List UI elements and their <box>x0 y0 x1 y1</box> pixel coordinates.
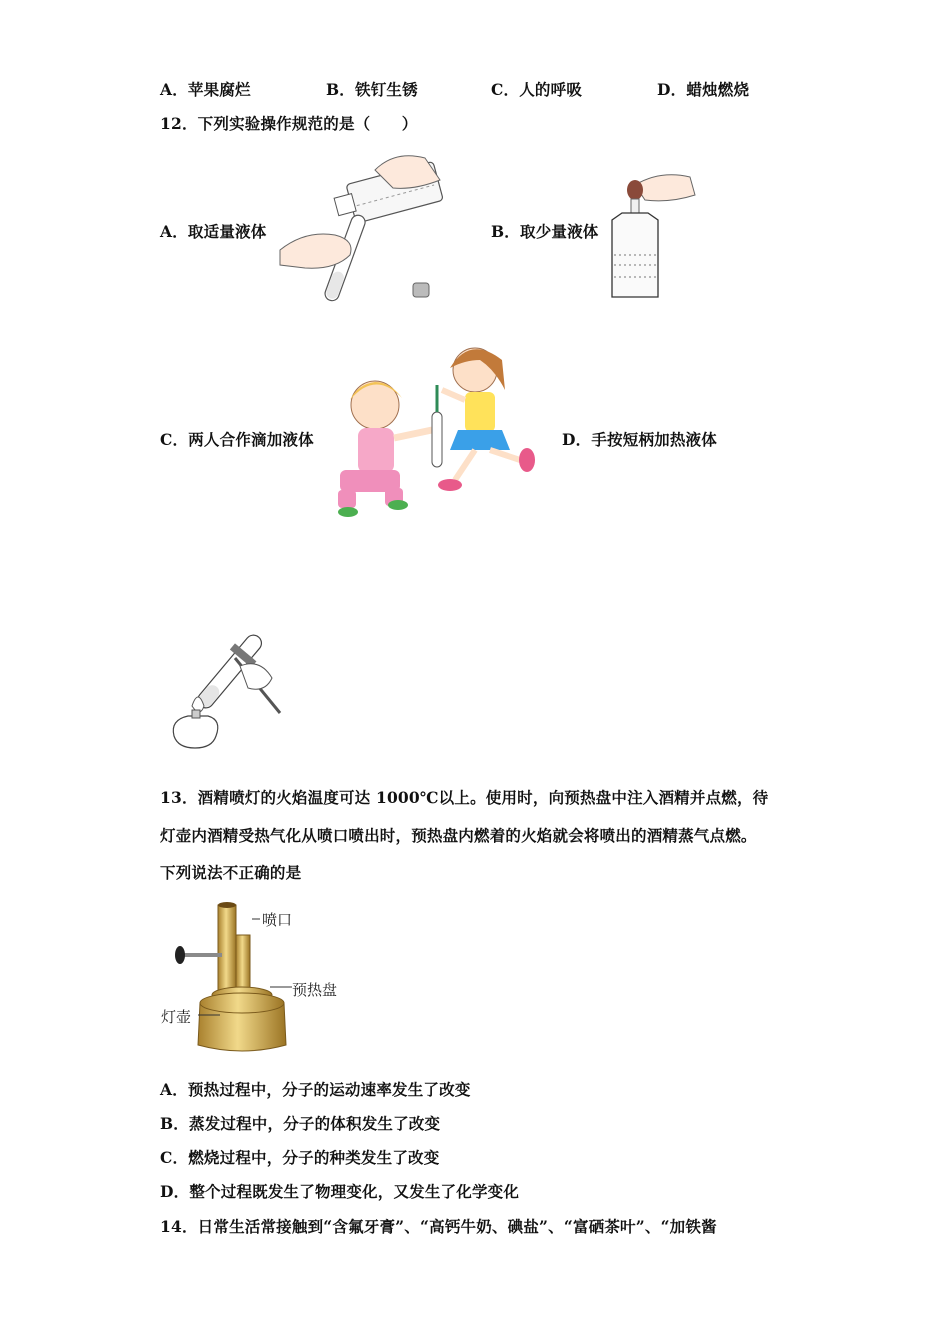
q13-option-d: D．整个过程既发生了物理变化，又发生了化学变化 <box>160 1182 520 1201</box>
q12-option-c: C．两人合作滴加液体 <box>160 430 314 449</box>
label-preheat-plate: 预热盘 <box>292 981 338 999</box>
q13-stem-line3: 下列说法不正确的是 <box>160 863 302 882</box>
q12-option-b: B．取少量液体 <box>491 222 599 241</box>
two-kids-dropping-illustration <box>330 330 540 520</box>
q11-option-d: D．蜡烛燃烧 <box>657 80 750 99</box>
q13-stem-line2: 灯壶内酒精受热气化从喷口喷出时，预热盘内燃着的火焰就会将喷出的酒精蒸气点燃。 <box>160 826 757 845</box>
q13-stem-line1: 13．酒精喷灯的火焰温度可达 1000℃以上。使用时，向预热盘中注入酒精并点燃，待 <box>160 788 769 807</box>
q13-option-c: C．燃烧过程中，分子的种类发生了改变 <box>160 1148 440 1167</box>
label-nozzle: 喷口 <box>262 911 293 929</box>
q11-option-c: C．人的呼吸 <box>491 80 583 99</box>
q13-option-a: A．预热过程中，分子的运动速率发生了改变 <box>160 1080 471 1099</box>
pouring-liquid-illustration <box>275 150 445 305</box>
q12-option-a: A．取适量液体 <box>160 222 267 241</box>
label-lamp-pot: 灯壶 <box>161 1008 192 1026</box>
q12-option-d: D．手按短柄加热液体 <box>562 430 717 449</box>
heating-test-tube-illustration <box>160 628 290 756</box>
q12-stem: 12．下列实验操作规范的是（ ） <box>160 114 418 133</box>
q13-option-b: B．蒸发过程中，分子的体积发生了改变 <box>160 1114 441 1133</box>
dropper-bottle-illustration <box>600 165 700 305</box>
q14-stem-line1: 14．日常生活常接触到“含氟牙膏”、“高钙牛奶、碘盐”、“富硒茶叶”、“加铁酱 <box>160 1217 717 1236</box>
q11-option-b: B．铁钉生锈 <box>326 80 418 99</box>
q11-option-a: A．苹果腐烂 <box>160 80 251 99</box>
